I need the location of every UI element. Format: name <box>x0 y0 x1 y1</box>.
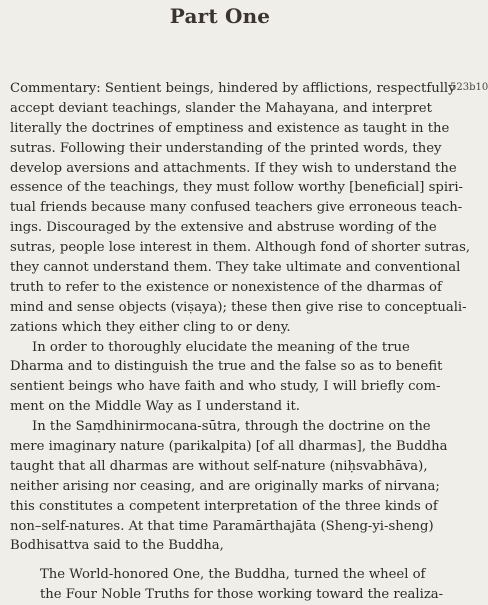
text-line: zations which they either cling to or deny. <box>10 319 291 335</box>
text-line: In order to thoroughly elucidate the meaning of the true <box>32 339 410 355</box>
text-line: ings. Discouraged by the extensive and abstruse wording of the <box>10 220 437 236</box>
text-line: mind and sense objects (viṣaya); these then give rise to conceptuali- <box>10 299 467 315</box>
text-line: they cannot understand them. They take ultimate and conventional <box>10 260 461 276</box>
text-line: sutras. Following their understanding of the printed words, they <box>10 140 442 156</box>
page-title: Part One <box>169 4 271 28</box>
sutra-quotation <box>40 565 444 605</box>
text-line: neither arising nor ceasing, and are originally marks of nirvana; <box>10 478 440 494</box>
quote-line: The World-honored One, the Buddha, turned the wheel of <box>40 567 426 582</box>
text-line: truth to refer to the existence or nonexistence of the dharmas of <box>10 279 442 295</box>
text-line: Bodhisattva said to the Buddha, <box>10 538 224 554</box>
text-line: taught that all dharmas are without self-nature (niḥsvabhāva), <box>10 458 428 474</box>
text-line: essence of the teachings, they must follow worthy [beneficial] spiri- <box>10 180 464 196</box>
text-line: this constitutes a competent interpretation of the three kinds of <box>10 498 438 514</box>
text-line: develop aversions and attachments. If they wish to understand the <box>10 160 457 176</box>
text-line: ment on the Middle Way as I understand it. <box>10 399 300 415</box>
text-line: sentient beings who have faith and who study, I will briefly com- <box>10 379 441 395</box>
text-line: In the Saṃdhinirmocana-sūtra, through the doctrine on the <box>32 419 431 435</box>
text-line: Dharma and to distinguish the true and the false so as to benefit <box>10 359 443 375</box>
text-line: mere imaginary nature (parikalpita) [of all dharmas], the Buddha <box>10 439 448 455</box>
taisho-reference: 523b10 <box>450 82 488 93</box>
quote-line: the Four Noble Truths for those working toward the realiza- <box>40 586 444 602</box>
text-line: Commentary: Sentient beings, hindered by afflictions, respectfully <box>10 81 456 96</box>
text-line: accept deviant teachings, slander the Mahayana, and interpret <box>10 100 432 116</box>
text-line: non–self-natures. At that time Paramārthajāta (Sheng-yi-sheng) <box>10 518 434 534</box>
text-line: sutras, people lose interest in them. Although fond of shorter sutras, <box>10 240 471 256</box>
text-line: tual friends because many confused teachers give erroneous teach- <box>10 200 463 216</box>
text-line: literally the doctrines of emptiness and existence as taught in the <box>10 120 450 136</box>
